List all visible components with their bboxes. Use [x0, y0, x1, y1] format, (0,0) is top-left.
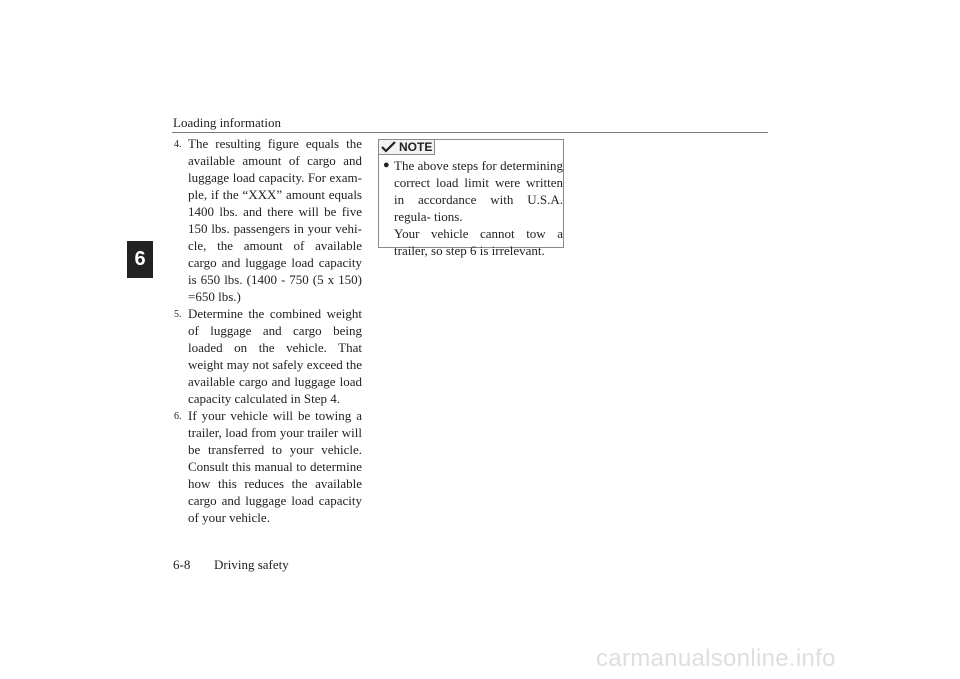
page-number: 6-8: [173, 557, 191, 572]
step-item: [174, 305, 362, 407]
step-number: 5.: [174, 309, 182, 320]
step-number: 6.: [174, 411, 182, 422]
step-text: If your vehicle will be towing a trailer, load from your trailer will be transferred to your vehicle. Consult this manual to determine how this reduces the available cargo and luggage load capacity of your vehicle.: [188, 408, 362, 525]
note-text: Your vehicle cannot tow a trailer, so step 6 is irrelevant.: [394, 226, 563, 258]
header-divider: [172, 132, 768, 133]
step-text: Determine the combined weight of luggage and cargo being loaded on the vehicle. That weight may not safely exceed the available cargo and luggage load capacity calculated in Step 4.: [188, 306, 362, 406]
step-item: [174, 135, 362, 305]
watermark: carmanualsonline.info: [596, 645, 836, 672]
note-item: [383, 225, 563, 259]
note-item: [383, 157, 563, 225]
step-number: 4.: [174, 139, 182, 150]
step-text: The resulting figure equals the available amount of cargo and luggage load capacity. For exam- ple, if the “XXX” amount equals 1400 lbs. and there will be five 150 lbs. passengers in your vehi- cle, the amount of available cargo and luggage load capacity is 650 lbs. (1400 - 750 (5 x 150) =650 lbs.): [188, 136, 362, 304]
bullet-icon: ●: [383, 159, 390, 171]
checkmark-icon: [381, 141, 396, 153]
note-box: [378, 139, 564, 258]
note-header: [379, 140, 435, 155]
chapter-tab: 6: [127, 241, 153, 278]
section-name: Driving safety: [214, 557, 289, 572]
note-text: The above steps for determining correct load limit were written in accordance with U.S.A. regula- tions.: [394, 158, 563, 224]
note-body: [383, 157, 563, 259]
steps-list: [174, 135, 362, 526]
step-item: [174, 407, 362, 526]
note-label: NOTE: [399, 140, 433, 154]
header-title: Loading information: [173, 115, 281, 130]
